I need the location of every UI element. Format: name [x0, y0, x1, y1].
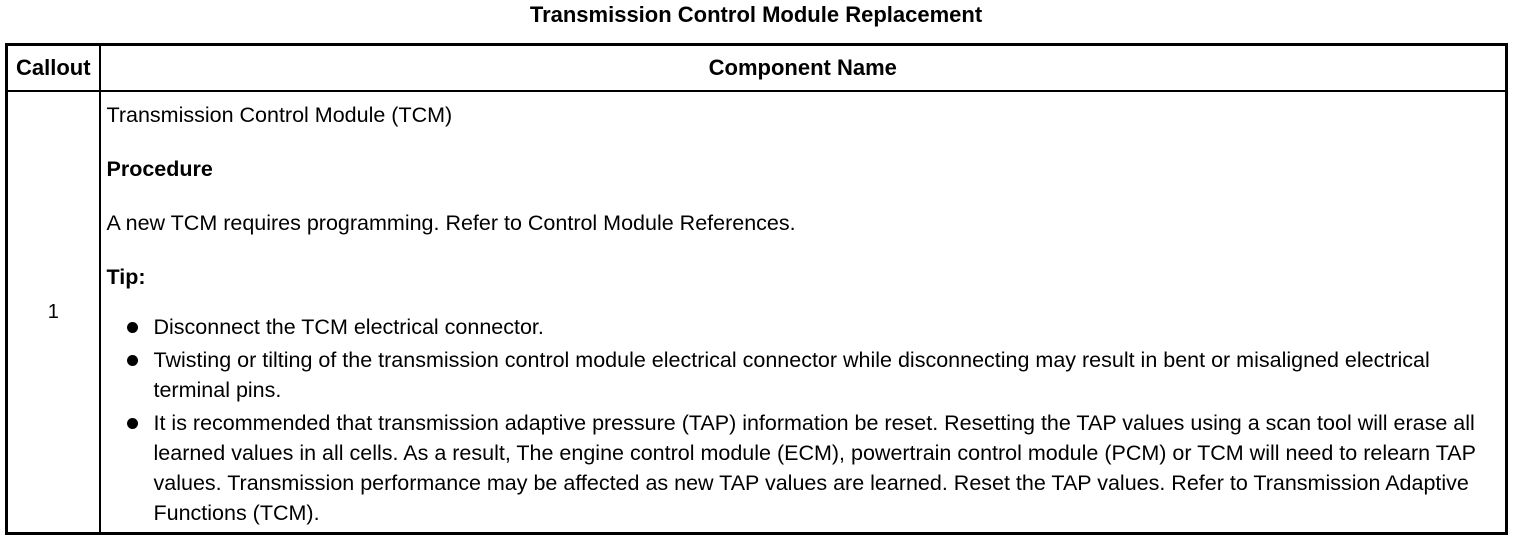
procedure-heading: Procedure [106, 157, 213, 181]
bullet-text: Disconnect the TCM electrical connector. [153, 315, 544, 339]
bullet-text: It is recommended that transmission adaptive pressure (TAP) information be reset. Resetting the TAP values using a scan tool will erase all learned values in all cells. As a result, The engine control module (ECM), powertrain control module (PCM) or TCM will need to relearn TAP values. Transmission performance may be affected as new TAP values are learned. Reset the TAP values. Refer to Transmission Adaptive Functions (TCM). [153, 411, 1476, 525]
procedure-text: A new TCM requires programming. Refer to Control Module References. [106, 211, 796, 235]
bullet-dot-icon [127, 322, 138, 333]
list-item [107, 408, 1498, 528]
table-header-row [7, 45, 1507, 92]
bullet-dot-icon [127, 418, 138, 429]
list-item [107, 312, 1498, 342]
tip-bullet-list [107, 312, 1498, 528]
callout-number: 1 [7, 91, 100, 534]
component-name: Transmission Control Module (TCM) [106, 103, 453, 127]
component-name-column-header: Component Name [100, 45, 1507, 92]
document-title: Transmission Control Module Replacement [529, 2, 983, 27]
table-row [7, 91, 1507, 534]
callout-column-header: Callout [7, 45, 100, 92]
component-table [5, 43, 1508, 535]
list-item [107, 345, 1498, 405]
component-details-cell [100, 91, 1507, 534]
bullet-dot-icon [127, 355, 138, 366]
tip-heading: Tip: [106, 265, 146, 289]
bullet-text: Twisting or tilting of the transmission control module electrical connector while disconnecting may result in bent or misaligned electrical terminal pins. [153, 348, 1430, 402]
